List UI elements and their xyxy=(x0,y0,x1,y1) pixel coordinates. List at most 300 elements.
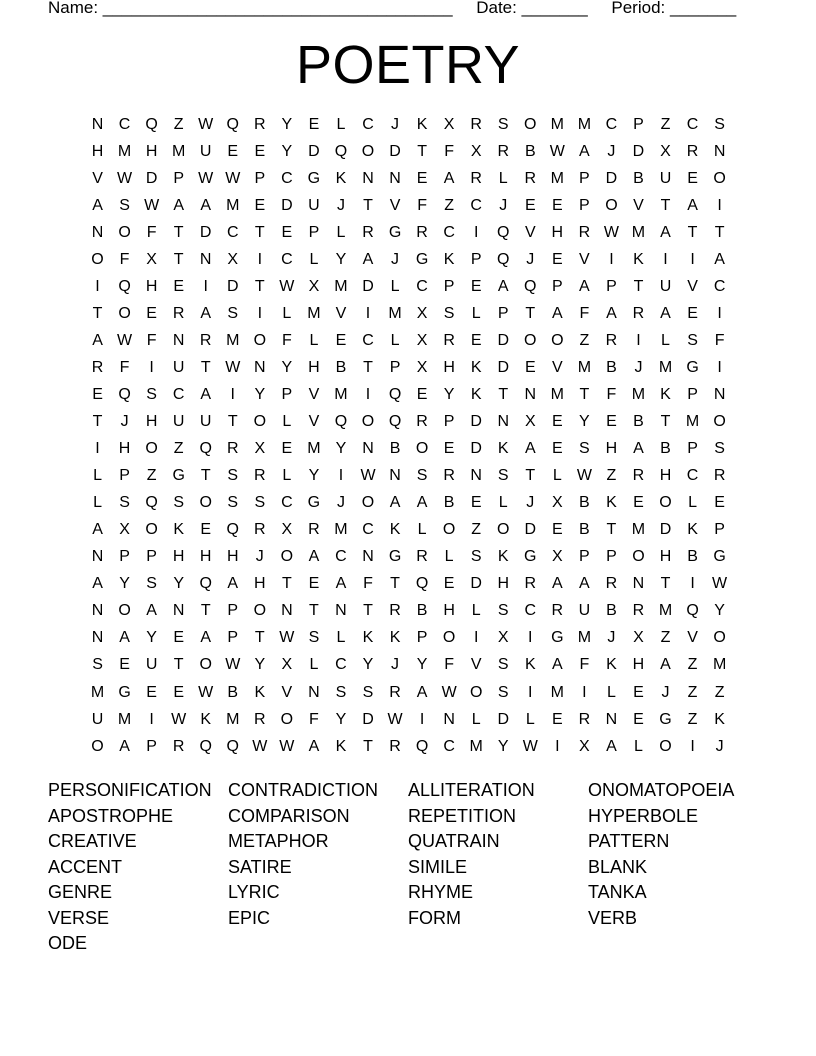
grid-letter: Z xyxy=(173,115,184,133)
grid-letter: V xyxy=(281,683,293,701)
grid-letter: F xyxy=(281,331,292,349)
grid-row xyxy=(84,733,733,760)
grid-letter: P xyxy=(416,629,428,647)
grid-letter: U xyxy=(578,602,591,620)
grid-letter: H xyxy=(551,223,564,241)
grid-letter: D xyxy=(497,358,509,376)
grid-letter: N xyxy=(497,413,509,431)
grid-letter: D xyxy=(470,413,482,431)
grid-letter: N xyxy=(362,440,374,458)
grid-letter: T xyxy=(173,656,184,674)
grid-letter: J xyxy=(607,629,616,647)
grid-letter: C xyxy=(118,115,131,133)
grid-letter: T xyxy=(660,196,671,214)
word-list-item: ACCENT xyxy=(48,856,123,877)
grid-letter: I xyxy=(690,737,695,755)
grid-letter: D xyxy=(497,331,509,349)
grid-letter: Q xyxy=(199,440,212,458)
grid-row xyxy=(84,246,733,273)
word-list-item: BLANK xyxy=(588,856,648,877)
grid-letter: A xyxy=(551,304,563,322)
grid-letter: S xyxy=(335,683,347,701)
grid-letter: H xyxy=(308,358,320,376)
grid-letter: O xyxy=(280,548,294,566)
grid-letter: K xyxy=(606,656,617,674)
grid-letter: S xyxy=(119,196,130,214)
grid-letter: S xyxy=(579,440,590,458)
grid-letter: K xyxy=(660,385,671,403)
grid-letter: H xyxy=(91,142,104,160)
grid-letter: P xyxy=(389,358,401,376)
grid-letter: Y xyxy=(335,710,347,728)
grid-letter: J xyxy=(499,196,508,214)
grid-letter: T xyxy=(390,575,400,593)
grid-letter: P xyxy=(687,440,698,458)
grid-letter: S xyxy=(443,304,455,322)
grid-letter: R xyxy=(632,467,645,485)
grid-letter: A xyxy=(119,737,130,755)
grid-letter: A xyxy=(92,331,103,349)
grid-letter: L xyxy=(417,521,427,539)
grid-letter: A xyxy=(308,737,320,755)
grid-letter: S xyxy=(146,575,157,593)
grid-letter: A xyxy=(416,494,428,512)
word-search-grid xyxy=(84,111,733,760)
grid-letter: X xyxy=(308,277,320,295)
grid-letter: Q xyxy=(497,250,510,268)
grid-letter: M xyxy=(117,710,132,728)
grid-letter: U xyxy=(91,710,104,728)
grid-letter: J xyxy=(526,250,535,268)
grid-letter: I xyxy=(717,304,722,322)
grid-letter: E xyxy=(200,521,212,539)
word-list-item: TANKA xyxy=(588,882,647,902)
grid-letter: R xyxy=(308,521,320,539)
grid-letter: A xyxy=(362,250,374,268)
grid-letter: R xyxy=(686,142,699,160)
grid-letter: Q xyxy=(415,737,429,755)
grid-row xyxy=(84,138,733,165)
grid-letter: K xyxy=(606,494,617,512)
grid-letter: F xyxy=(579,656,590,674)
grid-letter: D xyxy=(362,277,374,295)
grid-letter: B xyxy=(606,358,617,376)
grid-letter: L xyxy=(471,602,481,620)
grid-letter: F xyxy=(417,196,427,214)
grid-letter: M xyxy=(550,683,564,701)
grid-letter: P xyxy=(551,277,563,295)
grid-letter: D xyxy=(497,710,509,728)
grid-letter: N xyxy=(199,250,212,268)
grid-letter: D xyxy=(281,196,293,214)
grid-letter: O xyxy=(713,169,726,187)
grid-letter: G xyxy=(659,710,672,728)
grid-letter: R xyxy=(389,683,401,701)
grid-letter: E xyxy=(606,413,617,431)
grid-letter: R xyxy=(470,115,482,133)
grid-letter: Y xyxy=(281,358,293,376)
grid-letter: S xyxy=(146,385,157,403)
grid-letter: N xyxy=(389,169,401,187)
grid-letter: M xyxy=(172,142,186,160)
grid-letter: S xyxy=(227,467,239,485)
grid-letter: H xyxy=(659,548,672,566)
grid-letter: Q xyxy=(226,115,239,133)
grid-letter: O xyxy=(469,683,483,701)
grid-letter: G xyxy=(118,683,131,701)
grid-letter: K xyxy=(200,710,212,728)
grid-letter: R xyxy=(226,440,239,458)
grid-letter: U xyxy=(172,413,185,431)
grid-letter: F xyxy=(579,304,590,322)
grid-letter: Z xyxy=(173,440,184,458)
grid-letter: Y xyxy=(281,142,293,160)
grid-row xyxy=(84,463,733,490)
word-list-item: CONTRADICTION xyxy=(228,780,378,800)
grid-letter: T xyxy=(660,575,671,593)
grid-letter: A xyxy=(660,656,671,674)
grid-letter: M xyxy=(307,440,321,458)
grid-letter: W xyxy=(712,575,728,593)
grid-letter: M xyxy=(90,683,105,701)
grid-letter: O xyxy=(253,413,267,431)
grid-letter: A xyxy=(389,494,401,512)
grid-letter: T xyxy=(660,413,671,431)
grid-letter: U xyxy=(659,277,672,295)
grid-letter: N xyxy=(91,602,104,620)
grid-letter: O xyxy=(361,142,375,160)
grid-letter: E xyxy=(281,223,293,241)
grid-letter: E xyxy=(281,440,293,458)
grid-letter: V xyxy=(579,250,590,268)
grid-letter: A xyxy=(92,521,103,539)
grid-letter: J xyxy=(336,196,345,214)
grid-letter: N xyxy=(713,385,726,403)
grid-letter: D xyxy=(605,169,618,187)
grid-letter: X xyxy=(227,250,239,268)
grid-letter: A xyxy=(714,250,725,268)
grid-row xyxy=(84,652,733,679)
word-list-item: SATIRE xyxy=(228,856,292,877)
grid-letter: Z xyxy=(606,467,617,485)
grid-row xyxy=(84,192,733,219)
grid-letter: O xyxy=(361,494,375,512)
grid-letter: R xyxy=(362,223,374,241)
grid-letter: W xyxy=(279,737,295,755)
grid-letter: M xyxy=(577,629,592,647)
grid-letter: I xyxy=(203,277,208,295)
grid-letter: R xyxy=(254,521,266,539)
grid-letter: R xyxy=(91,358,104,376)
grid-letter: O xyxy=(253,602,267,620)
grid-letter: W xyxy=(279,277,295,295)
grid-letter: W xyxy=(198,683,214,701)
grid-letter: K xyxy=(524,656,536,674)
grid-letter: I xyxy=(257,304,263,322)
grid-letter: O xyxy=(361,413,375,431)
grid-letter: L xyxy=(282,413,292,431)
grid-letter: H xyxy=(443,358,455,376)
grid-letter: X xyxy=(146,250,157,268)
grid-letter: R xyxy=(524,169,537,187)
grid-letter: L xyxy=(525,710,535,728)
grid-letter: P xyxy=(173,169,184,187)
grid-letter: E xyxy=(146,304,157,322)
grid-letter: R xyxy=(389,737,401,755)
grid-letter: H xyxy=(226,548,239,566)
grid-letter: R xyxy=(524,575,537,593)
grid-letter: F xyxy=(363,575,373,593)
grid-letter: F xyxy=(309,710,319,728)
grid-letter: I xyxy=(555,737,560,755)
grid-letter: Y xyxy=(714,602,725,620)
grid-letter: N xyxy=(362,548,374,566)
grid-letter: M xyxy=(550,115,564,133)
grid-letter: L xyxy=(282,304,292,322)
grid-letter: E xyxy=(416,169,428,187)
grid-letter: S xyxy=(687,331,698,349)
grid-letter: O xyxy=(118,223,131,241)
grid-letter: K xyxy=(389,521,401,539)
grid-row xyxy=(84,517,733,544)
grid-letter: G xyxy=(388,223,402,241)
grid-letter: A xyxy=(579,142,590,160)
grid-letter: N xyxy=(254,358,266,376)
grid-letter: V xyxy=(687,277,698,295)
grid-letter: Q xyxy=(334,413,348,431)
grid-letter: Y xyxy=(146,629,157,647)
grid-row xyxy=(84,381,733,408)
grid-letter: H xyxy=(172,548,185,566)
grid-letter: J xyxy=(661,683,670,701)
grid-letter: A xyxy=(579,575,590,593)
grid-letter: R xyxy=(497,142,509,160)
grid-letter: I xyxy=(95,277,100,295)
grid-letter: T xyxy=(498,385,509,403)
grid-letter: J xyxy=(391,115,400,133)
grid-letter: C xyxy=(335,656,347,674)
grid-letter: M xyxy=(550,385,564,403)
grid-letter: T xyxy=(363,602,373,620)
grid-letter: A xyxy=(606,304,617,322)
grid-letter: N xyxy=(91,629,104,647)
grid-letter: T xyxy=(363,358,373,376)
grid-letter: W xyxy=(387,710,403,728)
grid-letter: C xyxy=(443,737,455,755)
grid-letter: H xyxy=(145,277,158,295)
grid-letter: E xyxy=(714,494,725,512)
grid-letter: N xyxy=(524,385,537,403)
grid-letter: W xyxy=(225,169,241,187)
grid-letter: D xyxy=(145,169,158,187)
grid-letter: W xyxy=(171,710,187,728)
grid-letter: I xyxy=(95,440,100,458)
grid-letter: V xyxy=(524,223,536,241)
grid-letter: W xyxy=(198,169,214,187)
grid-letter: I xyxy=(149,358,154,376)
grid-letter: M xyxy=(631,521,646,539)
grid-letter: T xyxy=(173,250,184,268)
grid-letter: Q xyxy=(226,737,239,755)
grid-letter: G xyxy=(686,358,699,376)
grid-letter: I xyxy=(717,358,722,376)
grid-letter: W xyxy=(603,223,619,241)
grid-row xyxy=(84,111,733,138)
grid-letter: J xyxy=(607,142,616,160)
grid-letter: Z xyxy=(660,115,671,133)
grid-letter: I xyxy=(690,575,695,593)
grid-row xyxy=(84,490,733,517)
word-list-item: METAPHOR xyxy=(228,831,329,851)
grid-letter: X xyxy=(551,548,563,566)
grid-letter: M xyxy=(307,304,321,322)
grid-letter: C xyxy=(281,494,293,512)
word-list-item: HYPERBOLE xyxy=(588,805,699,826)
grid-letter: P xyxy=(308,223,320,241)
grid-letter: U xyxy=(308,196,320,214)
grid-letter: T xyxy=(687,223,698,241)
grid-letter: E xyxy=(551,521,563,539)
grid-letter: P xyxy=(146,548,157,566)
grid-letter: K xyxy=(362,629,374,647)
grid-letter: S xyxy=(497,602,509,620)
grid-letter: Q xyxy=(199,737,212,755)
grid-letter: S xyxy=(497,467,509,485)
grid-letter: C xyxy=(686,115,699,133)
grid-letter: Z xyxy=(444,196,455,214)
grid-letter: K xyxy=(687,521,698,539)
grid-letter: E xyxy=(146,683,157,701)
grid-letter: N xyxy=(281,602,293,620)
grid-letter: W xyxy=(225,358,241,376)
grid-letter: I xyxy=(473,629,479,647)
grid-letter: O xyxy=(253,331,267,349)
grid-letter: L xyxy=(444,548,454,566)
grid-letter: J xyxy=(120,413,129,431)
grid-letter: B xyxy=(687,548,698,566)
grid-letter: Z xyxy=(714,683,725,701)
grid-letter: E xyxy=(335,331,347,349)
grid-letter: E xyxy=(687,169,698,187)
grid-letter: P xyxy=(687,385,698,403)
grid-letter: K xyxy=(497,548,509,566)
grid-letter: W xyxy=(117,331,133,349)
grid-letter: O xyxy=(497,521,510,539)
grid-letter: Q xyxy=(145,115,158,133)
grid-letter: S xyxy=(714,115,725,133)
grid-letter: F xyxy=(444,656,455,674)
grid-letter: P xyxy=(606,548,617,566)
grid-letter: O xyxy=(632,548,645,566)
grid-letter: P xyxy=(714,521,725,539)
grid-letter: R xyxy=(632,602,645,620)
grid-letter: W xyxy=(225,656,241,674)
grid-letter: O xyxy=(713,629,726,647)
grid-letter: L xyxy=(336,115,346,133)
grid-letter: I xyxy=(609,250,614,268)
grid-letter: E xyxy=(470,331,482,349)
grid-letter: O xyxy=(442,629,456,647)
grid-letter: D xyxy=(308,142,320,160)
grid-letter: E xyxy=(173,629,184,647)
grid-letter: K xyxy=(633,250,644,268)
grid-letter: R xyxy=(416,413,428,431)
grid-letter: O xyxy=(280,710,294,728)
grid-letter: Q xyxy=(118,385,131,403)
grid-letter: A xyxy=(92,575,103,593)
word-list-item: CREATIVE xyxy=(48,831,137,851)
grid-letter: S xyxy=(308,629,320,647)
grid-letter: F xyxy=(146,331,157,349)
grid-letter: H xyxy=(199,548,212,566)
grid-letter: W xyxy=(252,737,268,755)
grid-letter: A xyxy=(335,575,347,593)
grid-letter: C xyxy=(416,277,428,295)
grid-letter: R xyxy=(254,710,266,728)
grid-letter: P xyxy=(579,169,590,187)
grid-letter: M xyxy=(658,358,673,376)
grid-letter: Q xyxy=(388,413,402,431)
word-list-item: ALLITERATION xyxy=(408,780,535,800)
grid-letter: E xyxy=(633,710,644,728)
grid-letter: H xyxy=(145,142,158,160)
grid-letter: L xyxy=(498,494,508,512)
grid-letter: U xyxy=(199,413,212,431)
grid-letter: X xyxy=(281,656,293,674)
grid-letter: A xyxy=(92,196,103,214)
grid-letter: Z xyxy=(687,656,698,674)
grid-letter: I xyxy=(338,467,344,485)
grid-letter: K xyxy=(416,115,428,133)
grid-letter: F xyxy=(119,250,130,268)
grid-letter: B xyxy=(579,494,590,512)
grid-letter: R xyxy=(443,331,455,349)
grid-letter: X xyxy=(254,440,266,458)
grid-letter: N xyxy=(362,169,374,187)
grid-letter: L xyxy=(552,467,562,485)
grid-letter: I xyxy=(690,250,695,268)
grid-letter: X xyxy=(443,115,455,133)
grid-letter: E xyxy=(687,304,698,322)
grid-letter: E xyxy=(551,413,563,431)
grid-letter: N xyxy=(91,115,104,133)
grid-letter: E xyxy=(173,277,184,295)
grid-letter: X xyxy=(579,737,590,755)
grid-letter: I xyxy=(582,683,587,701)
grid-letter: Y xyxy=(281,115,293,133)
grid-letter: L xyxy=(336,223,346,241)
grid-letter: N xyxy=(713,142,726,160)
grid-row xyxy=(84,571,733,598)
grid-letter: O xyxy=(524,115,537,133)
grid-letter: S xyxy=(497,115,509,133)
grid-letter: T xyxy=(309,602,319,620)
grid-letter: I xyxy=(419,710,425,728)
grid-letter: T xyxy=(173,223,184,241)
grid-letter: B xyxy=(335,358,347,376)
grid-letter: S xyxy=(173,494,184,512)
word-list-item: ODE xyxy=(48,933,88,953)
grid-letter: G xyxy=(307,169,321,187)
grid-letter: A xyxy=(443,169,455,187)
grid-letter: N xyxy=(91,548,104,566)
grid-letter: N xyxy=(172,331,185,349)
grid-letter: A xyxy=(524,440,536,458)
grid-letter: J xyxy=(255,548,264,566)
grid-letter: Q xyxy=(497,223,510,241)
grid-letter: J xyxy=(715,737,724,755)
grid-letter: B xyxy=(443,494,455,512)
